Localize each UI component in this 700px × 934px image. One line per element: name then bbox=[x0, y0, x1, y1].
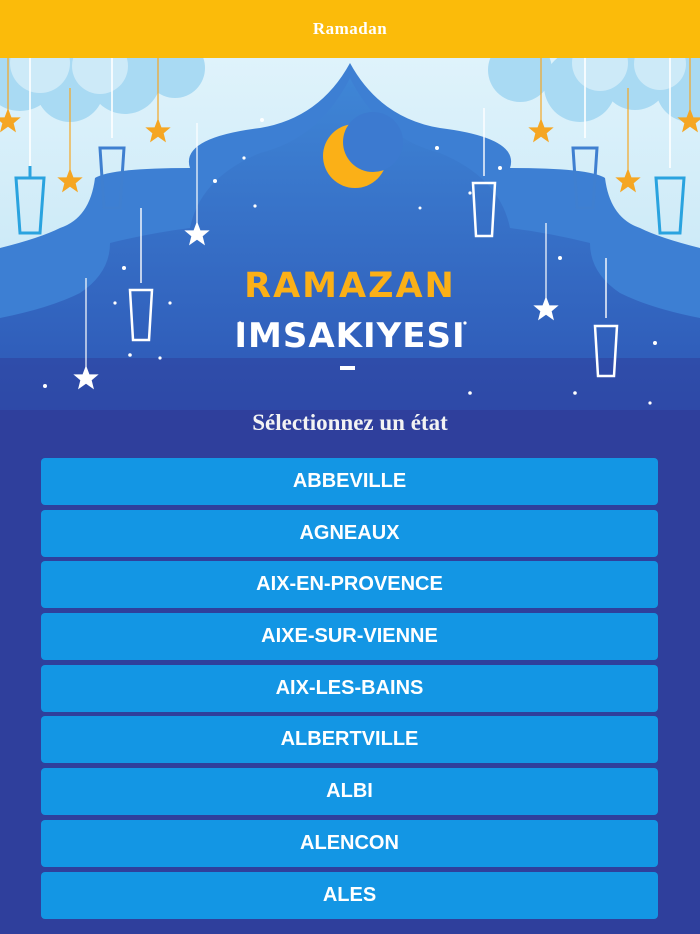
city-button[interactable]: AGNEAUX bbox=[41, 510, 658, 557]
app-title: Ramadan bbox=[312, 19, 388, 38]
city-button[interactable]: AIX-LES-BAINS bbox=[41, 665, 658, 712]
city-button[interactable]: ABBEVILLE bbox=[41, 458, 658, 505]
city-button[interactable]: ALBERTVILLE bbox=[41, 716, 658, 763]
city-button[interactable]: ALES bbox=[41, 872, 658, 919]
city-button[interactable]: ALENCON bbox=[41, 820, 658, 867]
banner-title-ramazan: RAMAZAN bbox=[244, 266, 456, 306]
app-header bbox=[0, 0, 700, 58]
city-button[interactable]: AIX-EN-PROVENCE bbox=[41, 561, 658, 608]
city-button[interactable]: ALBI bbox=[41, 768, 658, 815]
city-list bbox=[41, 458, 658, 923]
city-button[interactable]: AIXE-SUR-VIENNE bbox=[41, 613, 658, 660]
banner-title-imsakiyesi: IMSAKIYESI bbox=[234, 316, 466, 356]
select-state-prompt: Sélectionnez un état bbox=[252, 410, 448, 435]
banner-illustration bbox=[0, 58, 700, 410]
ramadan-banner bbox=[0, 58, 700, 410]
